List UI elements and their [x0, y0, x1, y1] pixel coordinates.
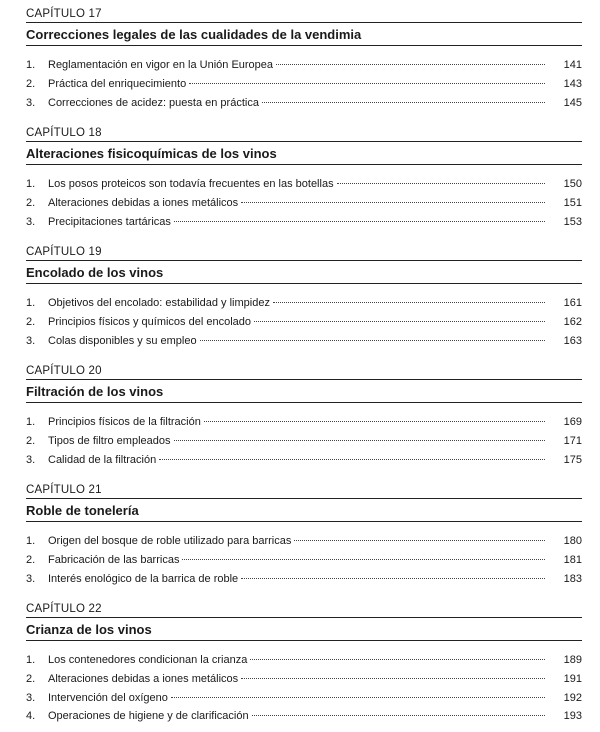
chapter-section [26, 603, 582, 728]
dot-leader [241, 202, 545, 203]
entry-number: 2. [26, 672, 36, 685]
toc-entry[interactable] [26, 58, 582, 77]
entry-title: Fabricación de las barricas [48, 553, 180, 566]
toc-entry[interactable] [26, 315, 582, 334]
toc-entry[interactable] [26, 96, 582, 115]
entry-list [26, 296, 582, 352]
toc-entry[interactable] [26, 415, 582, 434]
entry-number: 3. [26, 215, 36, 228]
entry-title: Práctica del enriquecimiento [48, 77, 187, 90]
chapter-section [26, 365, 582, 471]
chapter-title: Roble de tonelería [26, 503, 582, 522]
toc-entry[interactable] [26, 672, 582, 691]
toc-entry[interactable] [26, 453, 582, 472]
chapter-title: Filtración de los vinos [26, 384, 582, 403]
chapter-title: Correcciones legales de las cualidades de la vendimia [26, 27, 582, 46]
entry-number: 3. [26, 453, 36, 466]
toc-entry[interactable] [26, 534, 582, 553]
entry-title: Colas disponibles y su empleo [48, 334, 197, 347]
entry-number: 3. [26, 334, 36, 347]
chapter-label: CAPÍTULO 17 [26, 8, 582, 23]
dot-leader [273, 302, 545, 303]
entry-number: 1. [26, 654, 36, 666]
dot-leader [241, 578, 545, 579]
entry-number: 3. [26, 96, 36, 109]
entry-page: 161 [563, 297, 582, 309]
chapter-section [26, 246, 582, 352]
entry-title: Principios físicos de la filtración [48, 416, 201, 428]
toc-entry[interactable] [26, 215, 582, 234]
entry-page: 169 [563, 416, 582, 428]
entry-number: 4. [26, 710, 36, 723]
dot-leader [182, 559, 545, 560]
dot-leader [159, 459, 545, 460]
chapter-title: Encolado de los vinos [26, 265, 582, 284]
entry-number: 2. [26, 553, 36, 566]
entry-page: 193 [563, 710, 582, 723]
entry-title: Interés enológico de la barrica de roble [48, 572, 239, 585]
entry-title: Correcciones de acidez: puesta en práctica [48, 96, 259, 109]
entry-number: 2. [26, 315, 36, 328]
dot-leader [250, 659, 545, 660]
chapter-title: Alteraciones fisicoquímicas de los vinos [26, 146, 582, 165]
entry-list [26, 58, 582, 114]
entry-number: 1. [26, 535, 36, 547]
entry-number: 2. [26, 196, 36, 209]
toc-entry[interactable] [26, 691, 582, 710]
toc-entry[interactable] [26, 653, 582, 672]
entry-page: 143 [563, 77, 582, 90]
dot-leader [241, 678, 545, 679]
entry-page: 150 [563, 178, 582, 190]
entry-number: 2. [26, 77, 36, 90]
dot-leader [174, 440, 546, 441]
toc-entry[interactable] [26, 572, 582, 591]
dot-leader [171, 697, 545, 698]
entry-page: 145 [563, 96, 582, 109]
entry-title: Precipitaciones tartáricas [48, 215, 171, 228]
entry-title: Objetivos del encolado: estabilidad y limpidez [48, 297, 270, 309]
entry-list [26, 534, 582, 590]
chapter-label: CAPÍTULO 20 [26, 365, 582, 380]
entry-page: 171 [563, 434, 582, 447]
dot-leader [276, 64, 545, 65]
chapter-section [26, 484, 582, 590]
chapter-title: Crianza de los vinos [26, 622, 582, 641]
chapter-label: CAPÍTULO 19 [26, 246, 582, 261]
dot-leader [262, 102, 545, 103]
entry-number: 1. [26, 416, 36, 428]
dot-leader [189, 83, 545, 84]
entry-page: 163 [563, 334, 582, 347]
dot-leader [294, 540, 545, 541]
entry-number: 1. [26, 59, 36, 71]
chapter-section [26, 127, 582, 233]
dot-leader [337, 183, 545, 184]
dot-leader [254, 321, 545, 322]
entry-number: 3. [26, 691, 36, 704]
toc-entry[interactable] [26, 77, 582, 96]
entry-title: Operaciones de higiene y de clarificación [48, 710, 249, 723]
toc-entry[interactable] [26, 709, 582, 728]
entry-list [26, 177, 582, 233]
entry-title: Intervención del oxígeno [48, 691, 168, 704]
entry-number: 1. [26, 297, 36, 309]
entry-list [26, 415, 582, 471]
toc-entry[interactable] [26, 434, 582, 453]
chapter-section [26, 8, 582, 114]
entry-title: Alteraciones debidas a iones metálicos [48, 672, 239, 685]
entry-title: Los posos proteicos son todavía frecuentes en las botellas [48, 178, 334, 190]
dot-leader [204, 421, 545, 422]
entry-title: Origen del bosque de roble utilizado para barricas [48, 535, 292, 547]
dot-leader [252, 715, 545, 716]
chapter-label: CAPÍTULO 18 [26, 127, 582, 142]
toc-entry[interactable] [26, 177, 582, 196]
entry-page: 192 [563, 691, 582, 704]
entry-title: Tipos de filtro empleados [48, 434, 171, 447]
chapter-label: CAPÍTULO 21 [26, 484, 582, 499]
entry-list [26, 653, 582, 728]
entry-page: 180 [563, 535, 582, 547]
dot-leader [200, 340, 545, 341]
entry-number: 2. [26, 434, 36, 447]
toc-entry[interactable] [26, 296, 582, 315]
toc-entry[interactable] [26, 334, 582, 353]
entry-page: 191 [563, 672, 582, 685]
entry-page: 183 [563, 572, 582, 585]
entry-page: 175 [563, 453, 582, 466]
entry-page: 181 [563, 553, 582, 566]
entry-page: 162 [563, 315, 582, 328]
entry-page: 153 [563, 215, 582, 228]
chapter-label: CAPÍTULO 22 [26, 603, 582, 618]
toc-entry[interactable] [26, 196, 582, 215]
entry-page: 141 [563, 59, 582, 71]
toc-entry[interactable] [26, 553, 582, 572]
entry-title: Reglamentación en vigor en la Unión Europea [48, 59, 274, 71]
entry-title: Principios físicos y químicos del encolado [48, 315, 251, 328]
entry-number: 1. [26, 178, 36, 190]
entry-title: Alteraciones debidas a iones metálicos [48, 196, 239, 209]
entry-page: 189 [563, 654, 582, 666]
entry-title: Calidad de la filtración [48, 453, 157, 466]
entry-title: Los contenedores condicionan la crianza [48, 654, 248, 666]
entry-number: 3. [26, 572, 36, 585]
entry-page: 151 [563, 196, 582, 209]
dot-leader [174, 221, 545, 222]
